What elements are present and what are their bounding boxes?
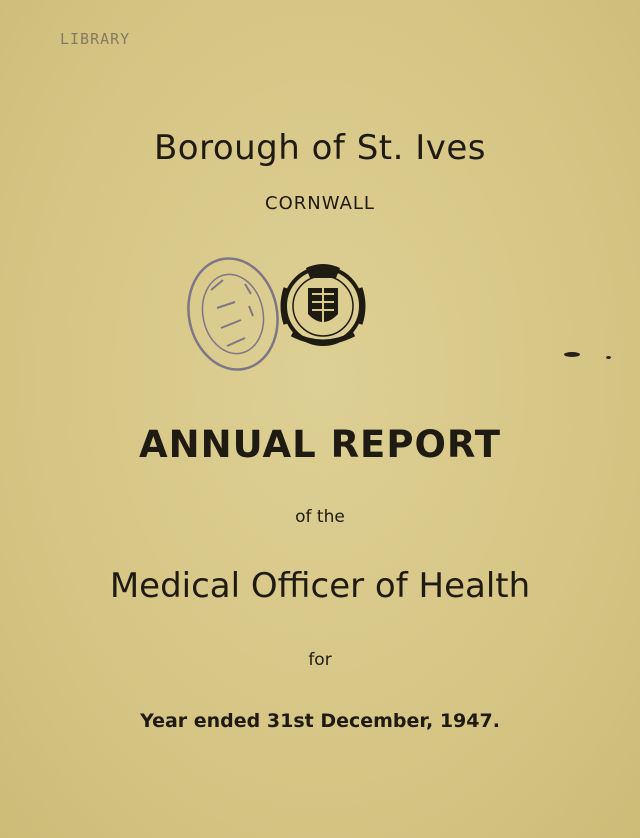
county-label: CORNWALL xyxy=(265,193,375,214)
ink-speck xyxy=(606,356,611,359)
borough-title: Borough of St. Ives xyxy=(153,128,487,168)
year-ended-line: Year ended 31st December, 1947. xyxy=(140,710,500,732)
of-the-text: of the xyxy=(295,507,345,527)
ink-speck xyxy=(564,352,580,357)
coat-of-arms-icon xyxy=(276,258,370,354)
annual-report-heading: ANNUAL REPORT xyxy=(139,423,501,466)
ministry-library-seal xyxy=(181,250,286,380)
library-stamp: LIBRARY xyxy=(60,30,131,48)
for-text: for xyxy=(308,650,332,670)
medical-officer-title: Medical Officer of Health xyxy=(109,566,531,606)
